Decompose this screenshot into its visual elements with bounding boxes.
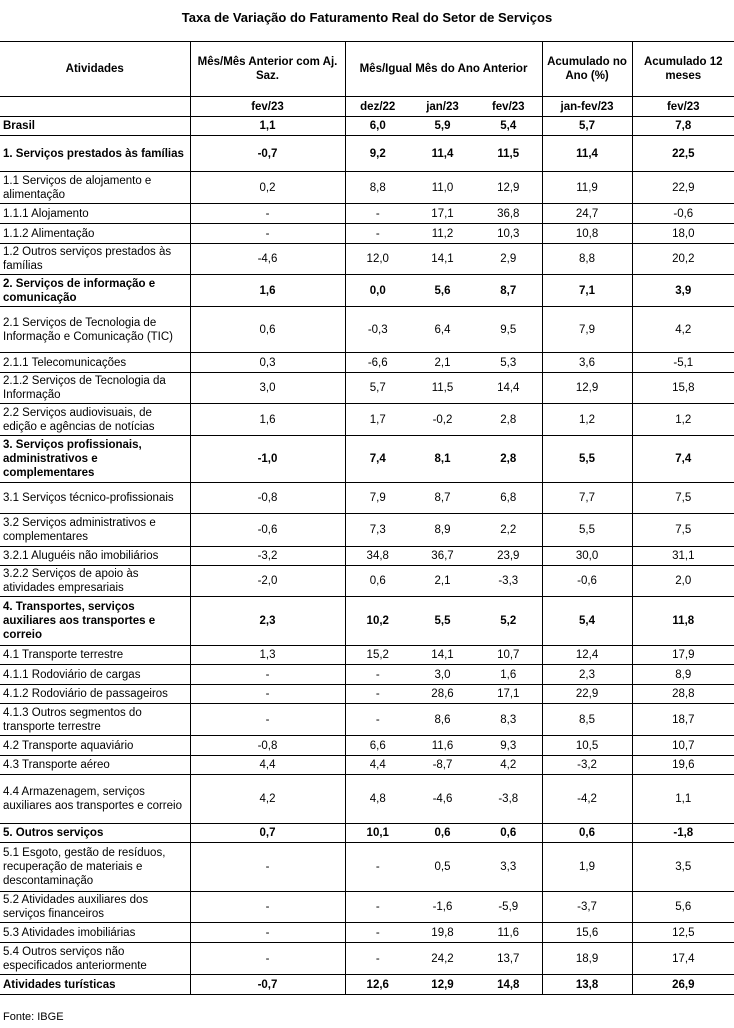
table-row: [0, 204, 734, 224]
value-cell: -3,2: [190, 547, 345, 566]
value-cell: -6,6: [345, 353, 410, 373]
value-cell: -: [345, 224, 410, 244]
value-cell: -5,1: [632, 353, 734, 373]
value-cell: 2,1: [410, 353, 475, 373]
header-row-periods: [0, 97, 734, 117]
table-row: [0, 514, 734, 547]
value-cell: 3,0: [190, 373, 345, 404]
header-group-acumulado-12: Acumulado 12 meses: [632, 42, 734, 97]
value-cell: 0,5: [410, 843, 475, 892]
activity-name: 5.2 Atividades auxiliares dos serviços financeiros: [0, 892, 190, 923]
value-cell: 36,7: [410, 547, 475, 566]
header-period: jan-fev/23: [542, 97, 632, 117]
value-cell: 1,1: [632, 775, 734, 824]
value-cell: -4,6: [410, 775, 475, 824]
value-cell: 8,7: [410, 483, 475, 514]
value-cell: 1,6: [475, 665, 542, 685]
activity-name: 3.2 Serviços administrativos e complementares: [0, 514, 190, 547]
value-cell: 26,9: [632, 975, 734, 995]
table-row: [0, 373, 734, 404]
value-cell: -4,2: [542, 775, 632, 824]
value-cell: -: [345, 665, 410, 685]
activity-name: 4.1.1 Rodoviário de cargas: [0, 665, 190, 685]
value-cell: 17,1: [475, 685, 542, 704]
value-cell: 22,5: [632, 136, 734, 172]
activity-name: 2.1.1 Telecomunicações: [0, 353, 190, 373]
value-cell: -1,8: [632, 824, 734, 843]
value-cell: 24,2: [410, 943, 475, 975]
source-note: Fonte: IBGE: [3, 1011, 64, 1023]
value-cell: 0,6: [190, 307, 345, 353]
value-cell: 4,4: [345, 756, 410, 775]
value-cell: 13,7: [475, 943, 542, 975]
value-cell: 0,6: [475, 824, 542, 843]
value-cell: 11,5: [475, 136, 542, 172]
value-cell: 15,2: [345, 646, 410, 665]
header-period: fev/23: [632, 97, 734, 117]
table-row: [0, 775, 734, 824]
table-row: [0, 736, 734, 756]
value-cell: 8,8: [345, 172, 410, 204]
header-atividades: Atividades: [0, 42, 190, 97]
table-row: [0, 646, 734, 665]
value-cell: 12,6: [345, 975, 410, 995]
value-cell: 7,3: [345, 514, 410, 547]
value-cell: 12,0: [345, 244, 410, 275]
activity-name: 1.2 Outros serviços prestados às famílias: [0, 244, 190, 275]
value-cell: 5,7: [345, 373, 410, 404]
value-cell: 5,6: [632, 892, 734, 923]
value-cell: 8,6: [410, 704, 475, 736]
value-cell: 2,3: [190, 597, 345, 646]
activity-name: 1.1 Serviços de alojamento e alimentação: [0, 172, 190, 204]
value-cell: 11,6: [410, 736, 475, 756]
value-cell: 11,2: [410, 224, 475, 244]
table-row: [0, 665, 734, 685]
header-group-acumulado-ano: Acumulado no Ano (%): [542, 42, 632, 97]
value-cell: 9,3: [475, 736, 542, 756]
value-cell: 7,1: [542, 275, 632, 307]
value-cell: 3,6: [542, 353, 632, 373]
table-row: [0, 172, 734, 204]
value-cell: -: [190, 204, 345, 224]
value-cell: 0,6: [542, 824, 632, 843]
value-cell: 11,6: [475, 923, 542, 943]
value-cell: 12,9: [542, 373, 632, 404]
activity-name: 4.1.3 Outros segmentos do transporte terrestre: [0, 704, 190, 736]
value-cell: 5,7: [542, 117, 632, 136]
value-cell: 1,6: [190, 404, 345, 436]
activity-name: 1. Serviços prestados às famílias: [0, 136, 190, 172]
value-cell: 36,8: [475, 204, 542, 224]
table-row: [0, 136, 734, 172]
value-cell: -0,7: [190, 136, 345, 172]
table-row: [0, 892, 734, 923]
value-cell: 18,0: [632, 224, 734, 244]
value-cell: 20,2: [632, 244, 734, 275]
value-cell: -2,0: [190, 566, 345, 597]
value-cell: 3,0: [410, 665, 475, 685]
value-cell: -0,3: [345, 307, 410, 353]
value-cell: 8,5: [542, 704, 632, 736]
activity-name: 2.2 Serviços audiovisuais, de edição e agências de notícias: [0, 404, 190, 436]
value-cell: 18,7: [632, 704, 734, 736]
value-cell: -0,6: [190, 514, 345, 547]
value-cell: -: [190, 923, 345, 943]
value-cell: -: [345, 204, 410, 224]
value-cell: 19,8: [410, 923, 475, 943]
value-cell: 10,5: [542, 736, 632, 756]
value-cell: 11,9: [542, 172, 632, 204]
value-cell: 7,4: [632, 436, 734, 483]
header-group-igual-mes: Mês/Igual Mês do Ano Anterior: [345, 42, 542, 97]
value-cell: 10,2: [345, 597, 410, 646]
value-cell: 8,8: [542, 244, 632, 275]
value-cell: -3,8: [475, 775, 542, 824]
value-cell: 14,4: [475, 373, 542, 404]
table-row: [0, 566, 734, 597]
table-row: [0, 436, 734, 483]
value-cell: 28,8: [632, 685, 734, 704]
value-cell: 3,9: [632, 275, 734, 307]
table-body: [0, 117, 734, 995]
value-cell: -: [345, 843, 410, 892]
value-cell: 6,4: [410, 307, 475, 353]
value-cell: -5,9: [475, 892, 542, 923]
table-row: [0, 704, 734, 736]
activity-name: 4.4 Armazenagem, serviços auxiliares aos transportes e correio: [0, 775, 190, 824]
value-cell: 7,4: [345, 436, 410, 483]
value-cell: 19,6: [632, 756, 734, 775]
value-cell: 7,8: [632, 117, 734, 136]
value-cell: 5,4: [542, 597, 632, 646]
value-cell: 31,1: [632, 547, 734, 566]
value-cell: 3,5: [632, 843, 734, 892]
value-cell: 5,5: [542, 436, 632, 483]
value-cell: 7,5: [632, 483, 734, 514]
value-cell: 1,3: [190, 646, 345, 665]
value-cell: 12,9: [475, 172, 542, 204]
value-cell: -: [345, 923, 410, 943]
value-cell: -0,8: [190, 483, 345, 514]
header-blank: [0, 97, 190, 117]
value-cell: 0,2: [190, 172, 345, 204]
table-row: [0, 307, 734, 353]
activity-name: 5. Outros serviços: [0, 824, 190, 843]
value-cell: 2,8: [475, 404, 542, 436]
activity-name: Brasil: [0, 117, 190, 136]
value-cell: 4,2: [632, 307, 734, 353]
value-cell: 10,7: [632, 736, 734, 756]
activity-name: 5.3 Atividades imobiliárias: [0, 923, 190, 943]
activity-name: 3.2.2 Serviços de apoio às atividades empresariais: [0, 566, 190, 597]
value-cell: 2,9: [475, 244, 542, 275]
activity-name: 4. Transportes, serviços auxiliares aos transportes e correio: [0, 597, 190, 646]
value-cell: 8,9: [632, 665, 734, 685]
value-cell: 6,0: [345, 117, 410, 136]
header-period: dez/22: [345, 97, 410, 117]
value-cell: 15,8: [632, 373, 734, 404]
value-cell: 34,8: [345, 547, 410, 566]
table-row: [0, 843, 734, 892]
services-table: [0, 41, 734, 995]
value-cell: 17,1: [410, 204, 475, 224]
value-cell: 5,4: [475, 117, 542, 136]
value-cell: 10,8: [542, 224, 632, 244]
value-cell: 1,1: [190, 117, 345, 136]
value-cell: 7,9: [542, 307, 632, 353]
value-cell: 0,0: [345, 275, 410, 307]
activity-name: 4.2 Transporte aquaviário: [0, 736, 190, 756]
value-cell: 1,2: [632, 404, 734, 436]
value-cell: -: [190, 943, 345, 975]
value-cell: -3,2: [542, 756, 632, 775]
value-cell: -: [345, 943, 410, 975]
value-cell: -4,6: [190, 244, 345, 275]
activity-name: 2. Serviços de informação e comunicação: [0, 275, 190, 307]
value-cell: 7,7: [542, 483, 632, 514]
value-cell: 17,9: [632, 646, 734, 665]
value-cell: 22,9: [632, 172, 734, 204]
value-cell: -1,6: [410, 892, 475, 923]
value-cell: 1,9: [542, 843, 632, 892]
value-cell: 2,8: [475, 436, 542, 483]
activity-name: 4.1.2 Rodoviário de passageiros: [0, 685, 190, 704]
activity-name: 2.1.2 Serviços de Tecnologia da Informação: [0, 373, 190, 404]
value-cell: -: [190, 704, 345, 736]
header-row-groups: [0, 42, 734, 97]
value-cell: 5,9: [410, 117, 475, 136]
table-row: [0, 597, 734, 646]
table-title: Taxa de Variação do Faturamento Real do Setor de Serviços: [181, 10, 553, 25]
value-cell: 0,3: [190, 353, 345, 373]
header-group-mes-anterior: Mês/Mês Anterior com Aj. Saz.: [190, 42, 345, 97]
value-cell: 6,6: [345, 736, 410, 756]
header-period: jan/23: [410, 97, 475, 117]
value-cell: 24,7: [542, 204, 632, 224]
value-cell: 13,8: [542, 975, 632, 995]
table-row: [0, 117, 734, 136]
value-cell: 10,7: [475, 646, 542, 665]
value-cell: 1,2: [542, 404, 632, 436]
table-row: [0, 943, 734, 975]
value-cell: 4,2: [190, 775, 345, 824]
value-cell: -3,7: [542, 892, 632, 923]
value-cell: 11,5: [410, 373, 475, 404]
activity-name: 2.1 Serviços de Tecnologia de Informação e Comunicação (TIC): [0, 307, 190, 353]
table-row: [0, 244, 734, 275]
value-cell: 2,2: [475, 514, 542, 547]
value-cell: -: [190, 843, 345, 892]
value-cell: 8,9: [410, 514, 475, 547]
value-cell: 0,7: [190, 824, 345, 843]
activity-name: 3.2.1 Aluguéis não imobiliários: [0, 547, 190, 566]
activity-name: 4.1 Transporte terrestre: [0, 646, 190, 665]
value-cell: -0,6: [542, 566, 632, 597]
activity-name: 4.3 Transporte aéreo: [0, 756, 190, 775]
value-cell: 10,1: [345, 824, 410, 843]
value-cell: 0,6: [410, 824, 475, 843]
value-cell: 14,8: [475, 975, 542, 995]
value-cell: 9,2: [345, 136, 410, 172]
value-cell: -0,7: [190, 975, 345, 995]
value-cell: 7,9: [345, 483, 410, 514]
value-cell: 4,2: [475, 756, 542, 775]
value-cell: -: [345, 704, 410, 736]
value-cell: 11,8: [632, 597, 734, 646]
value-cell: 9,5: [475, 307, 542, 353]
activity-name: 3. Serviços profissionais, administrativos e complementares: [0, 436, 190, 483]
value-cell: 28,6: [410, 685, 475, 704]
value-cell: -: [345, 892, 410, 923]
table-row: [0, 404, 734, 436]
table-row: [0, 975, 734, 995]
value-cell: 12,4: [542, 646, 632, 665]
table-row: [0, 483, 734, 514]
value-cell: 15,6: [542, 923, 632, 943]
value-cell: 5,5: [410, 597, 475, 646]
value-cell: 12,5: [632, 923, 734, 943]
value-cell: -8,7: [410, 756, 475, 775]
value-cell: 8,7: [475, 275, 542, 307]
value-cell: -: [190, 892, 345, 923]
value-cell: -: [190, 665, 345, 685]
value-cell: 14,1: [410, 244, 475, 275]
value-cell: -: [190, 224, 345, 244]
table-row: [0, 756, 734, 775]
table-row: [0, 224, 734, 244]
activity-name: 3.1 Serviços técnico-profissionais: [0, 483, 190, 514]
activity-name: 5.1 Esgoto, gestão de resíduos, recuperação de materiais e descontaminação: [0, 843, 190, 892]
value-cell: 5,5: [542, 514, 632, 547]
table-row: [0, 824, 734, 843]
value-cell: 22,9: [542, 685, 632, 704]
value-cell: 2,3: [542, 665, 632, 685]
value-cell: 10,3: [475, 224, 542, 244]
header-period: fev/23: [190, 97, 345, 117]
value-cell: 3,3: [475, 843, 542, 892]
value-cell: 5,2: [475, 597, 542, 646]
value-cell: 7,5: [632, 514, 734, 547]
value-cell: 11,4: [542, 136, 632, 172]
value-cell: 8,1: [410, 436, 475, 483]
activity-name: 1.1.2 Alimentação: [0, 224, 190, 244]
value-cell: 6,8: [475, 483, 542, 514]
header-period: fev/23: [475, 97, 542, 117]
value-cell: 18,9: [542, 943, 632, 975]
table-row: [0, 685, 734, 704]
table-row: [0, 923, 734, 943]
value-cell: 2,1: [410, 566, 475, 597]
table-row: [0, 547, 734, 566]
value-cell: 11,0: [410, 172, 475, 204]
activity-name: 5.4 Outros serviços não especificados anteriormente: [0, 943, 190, 975]
value-cell: 11,4: [410, 136, 475, 172]
value-cell: -1,0: [190, 436, 345, 483]
activity-name: Atividades turísticas: [0, 975, 190, 995]
value-cell: 1,6: [190, 275, 345, 307]
value-cell: 2,0: [632, 566, 734, 597]
value-cell: 1,7: [345, 404, 410, 436]
value-cell: 0,6: [345, 566, 410, 597]
value-cell: -0,2: [410, 404, 475, 436]
value-cell: 30,0: [542, 547, 632, 566]
table-row: [0, 353, 734, 373]
value-cell: -3,3: [475, 566, 542, 597]
value-cell: -0,8: [190, 736, 345, 756]
value-cell: 5,6: [410, 275, 475, 307]
value-cell: 4,8: [345, 775, 410, 824]
value-cell: 17,4: [632, 943, 734, 975]
value-cell: 8,3: [475, 704, 542, 736]
value-cell: -: [190, 685, 345, 704]
value-cell: 12,9: [410, 975, 475, 995]
table-row: [0, 275, 734, 307]
value-cell: -0,6: [632, 204, 734, 224]
value-cell: 14,1: [410, 646, 475, 665]
value-cell: 4,4: [190, 756, 345, 775]
value-cell: 5,3: [475, 353, 542, 373]
value-cell: 23,9: [475, 547, 542, 566]
value-cell: -: [345, 685, 410, 704]
activity-name: 1.1.1 Alojamento: [0, 204, 190, 224]
